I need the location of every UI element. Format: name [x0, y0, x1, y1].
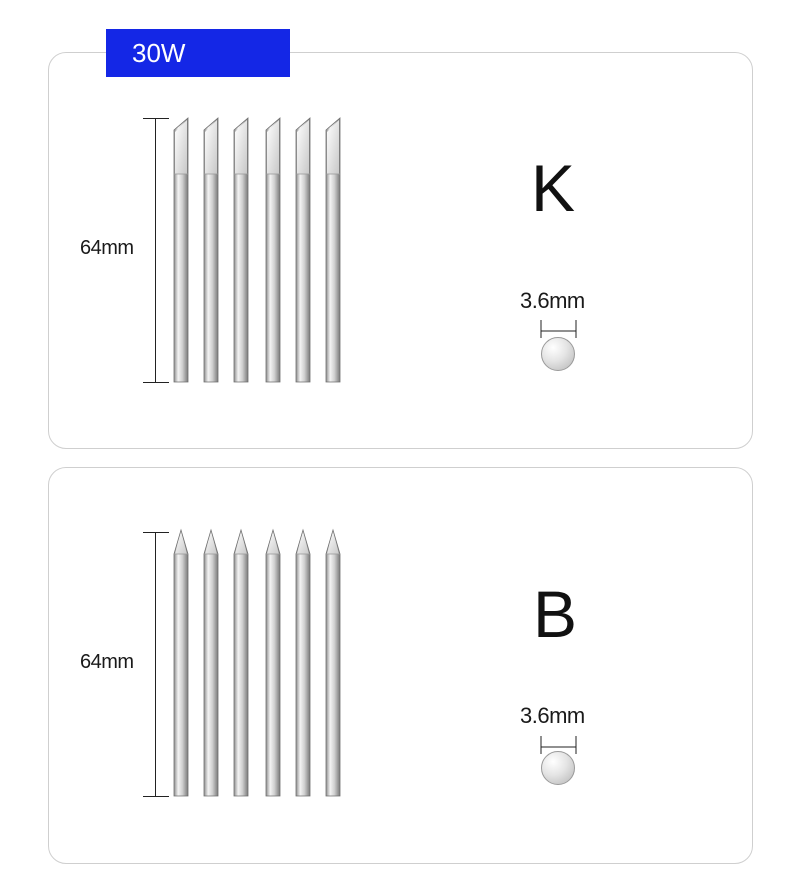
length-dimension-line — [155, 118, 156, 382]
length-dimension-line — [155, 532, 156, 796]
conical-tip — [266, 530, 280, 796]
knife-tip — [326, 118, 340, 382]
tip-type-letter: K — [530, 151, 576, 225]
length-label: 64mm — [80, 651, 134, 673]
conical-tips-group — [160, 524, 360, 804]
knife-tips-group — [160, 110, 360, 390]
power-rating-tag — [106, 29, 290, 77]
tip-type-letter: B — [532, 577, 578, 651]
tip-panel-b — [48, 467, 753, 864]
knife-tip — [296, 118, 310, 382]
length-label: 64mm — [80, 237, 134, 259]
knife-tip — [204, 118, 218, 382]
knife-tip — [234, 118, 248, 382]
tip-cross-section-circle — [541, 751, 575, 785]
knife-tip — [174, 118, 188, 382]
conical-tip — [326, 530, 340, 796]
tip-panel-k — [48, 52, 753, 449]
diameter-label: 3.6mm — [520, 703, 585, 728]
tip-cross-section-circle — [541, 337, 575, 371]
knife-tip — [266, 118, 280, 382]
diameter-label: 3.6mm — [520, 288, 585, 313]
conical-tip — [296, 530, 310, 796]
conical-tip — [204, 530, 218, 796]
conical-tip — [174, 530, 188, 796]
power-rating-label: 30W — [132, 38, 186, 68]
conical-tip — [234, 530, 248, 796]
